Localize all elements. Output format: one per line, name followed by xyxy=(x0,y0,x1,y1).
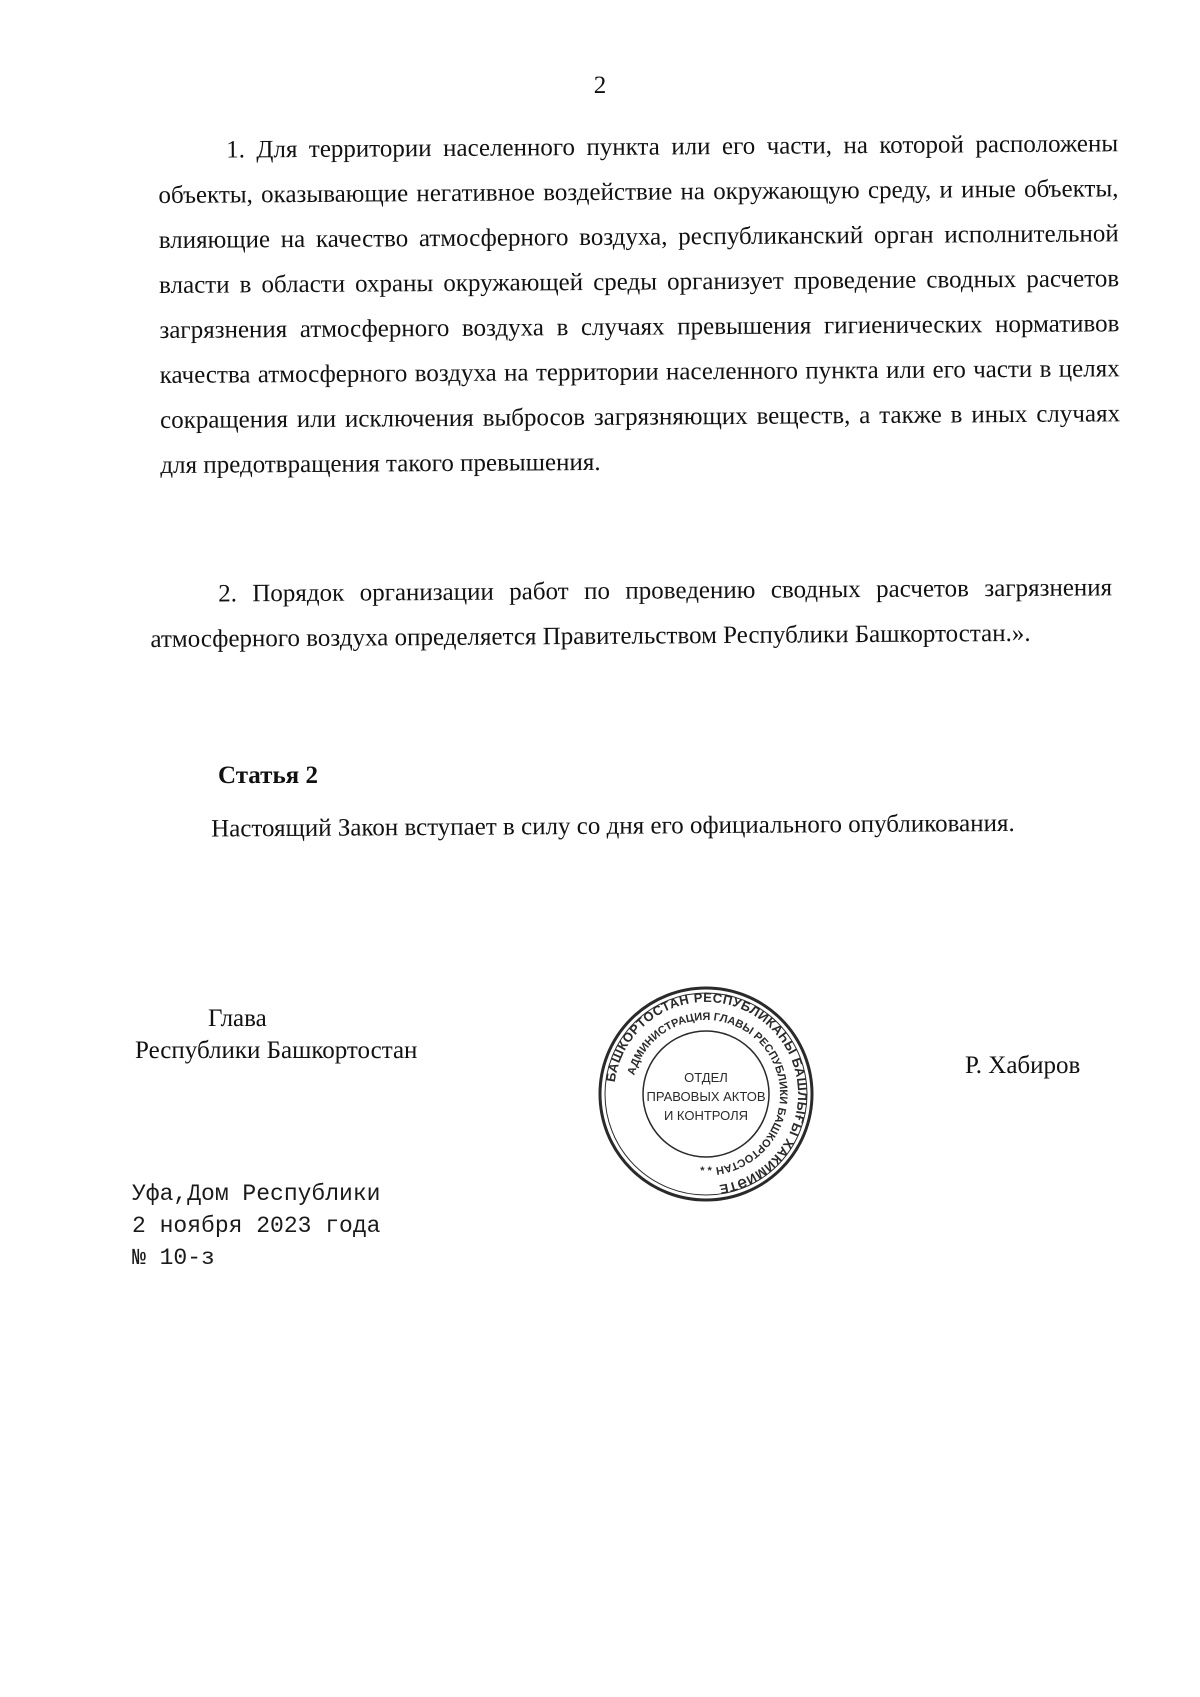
stamp-inner-ring-path: АДМИНИСТРАЦИЯ ГЛАВЫ РЕСПУБЛИКИ БАШКОРТОСТАН xyxy=(625,1010,790,1177)
paragraph-2-text: 2. Порядок организации работ по проведению сводных расчетов загрязнения атмосферного воздуха определяется Правительством Республики Башкортостан.». xyxy=(150,574,1113,653)
stamp-center-line-2: ПРАВОВЫХ АКТОВ xyxy=(646,1089,766,1104)
footer-date: 2 ноября 2023 года xyxy=(132,1213,381,1239)
footer-number: № 10-з xyxy=(132,1245,215,1271)
footer-place: Уфа,Дом Республики xyxy=(132,1181,381,1207)
stamp-outer-ring-path: БАШКОРТОСТАН РЕСПУБЛИКАҺЫ БАШЛЫҒЫ ХАКИМИӘТЕ xyxy=(602,989,811,1198)
stamp-center-line-3: И КОНТРОЛЯ xyxy=(663,1108,749,1123)
signer-name: Р. Хабиров xyxy=(965,1052,1081,1079)
signer-title-line-1: Глава xyxy=(208,1005,267,1032)
page-number: 2 xyxy=(593,72,607,99)
article-heading: Статья 2 xyxy=(218,762,318,789)
official-stamp xyxy=(596,984,816,1204)
stamp-stars: * * xyxy=(700,1165,712,1177)
signer-title-line-2: Республики Башкортостан xyxy=(135,1037,418,1064)
paragraph-1 xyxy=(158,121,1120,488)
stamp-seal xyxy=(596,984,816,1204)
paragraph-1-text: 1. Для территории населенного пункта или его части, на которой расположены объекты, оказывающие негативное воздействие на окружающую среду, и иные объекты, влияющие на качество атмосферного воздуха, республиканский орган исполнительной власти в области охраны окружающей среды организует проведение сводных расчетов загрязнения атмосферного воздуха в случаях превышения гигиенических нормативов качества атмосферного воздуха на территории населенного пункта или его части в целях сокращения или исключения выбросов загрязняющих веществ, а также в иных случаях для предотвращения такого превышения. xyxy=(158,130,1121,479)
stamp-center-line-1: ОТДЕЛ xyxy=(684,1070,728,1085)
paragraph-3-text: Настоящий Закон вступает в силу со дня его официального опубликования. xyxy=(211,809,1015,843)
paragraph-3 xyxy=(143,799,1105,853)
footer-block xyxy=(132,1178,380,1274)
paragraph-2 xyxy=(150,565,1113,662)
